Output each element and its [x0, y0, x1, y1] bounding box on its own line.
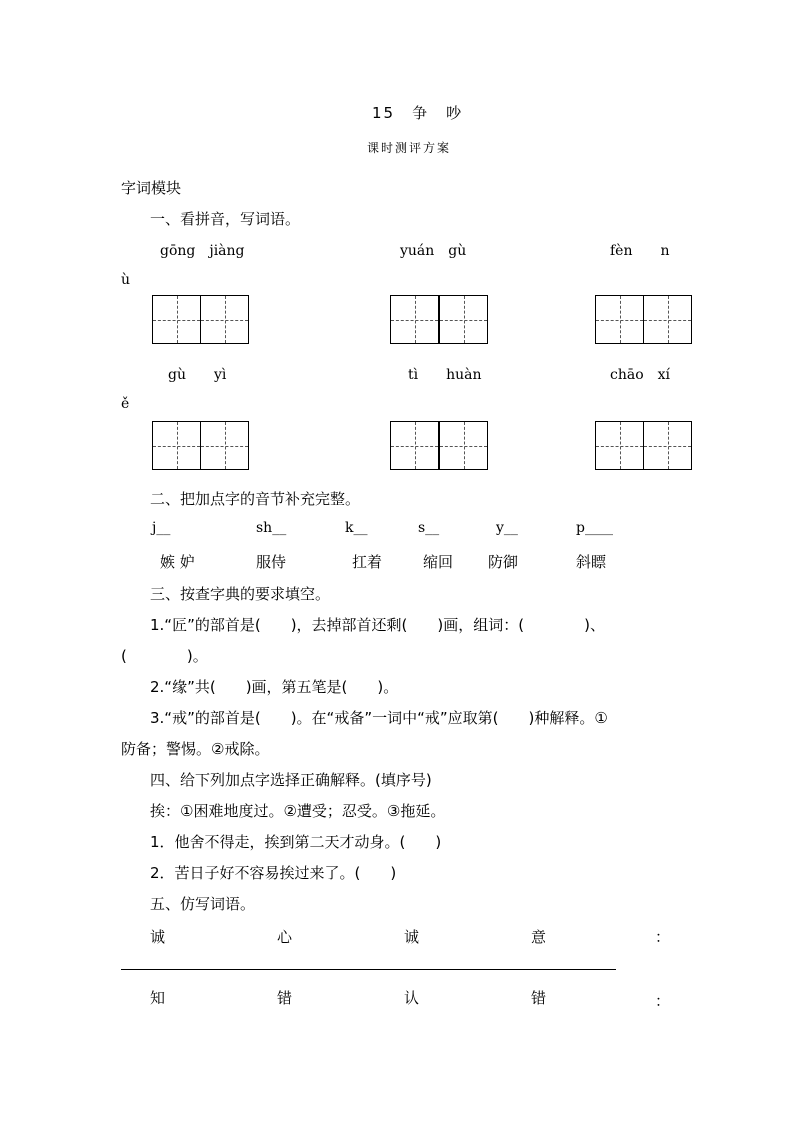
page-subtitle: 课时测评方案 [367, 141, 452, 155]
example2-char-2: 错 [277, 989, 293, 1007]
writing-grid-4[interactable] [152, 421, 249, 470]
writing-grid-3[interactable] [595, 295, 692, 344]
example2-char-1: 知 [150, 989, 166, 1007]
pinyin-chaoxi: chāo xí [610, 367, 671, 383]
pinyin-overflow-e: ě [121, 396, 130, 412]
section5-heading: 五、仿写词语。 [150, 895, 256, 913]
section1-heading: 一、看拼音，写词语。 [150, 210, 301, 228]
pinyin-tihuan: tì huàn [408, 367, 482, 383]
question-4-2: 2．苦日子好不容易挨过来了。( ) [150, 864, 397, 882]
word-suohui: 缩回 [423, 553, 454, 571]
example-char-3: 诚 [404, 928, 420, 946]
example-char-2: 心 [277, 928, 293, 946]
question-3-1-line2: ( )。 [121, 647, 208, 665]
question-3-1-line1: 1.“匠”的部首是( )，去掉部首还剩( )画，组词：( )、 [150, 616, 605, 634]
syllable-k[interactable]: k__ [345, 520, 368, 536]
example-char-4: 意 [531, 928, 547, 946]
example2-char-4: 错 [531, 989, 547, 1007]
example-colon-1: ： [655, 928, 671, 946]
word-jidu: 嫉 妒 [160, 553, 195, 571]
writing-grid-2[interactable] [390, 295, 488, 344]
question-4-1: 1．他舍不得走，挨到第二天才动身。( ) [150, 833, 442, 851]
pinyin-fennu: fèn n [610, 243, 670, 259]
answer-line-1[interactable] [121, 969, 616, 970]
writing-grid-6[interactable] [595, 421, 692, 470]
page-title: 15 争 吵 [372, 104, 464, 122]
pinyin-yuangu: yuán gù [400, 243, 467, 259]
syllable-p[interactable]: p____ [576, 520, 613, 536]
syllable-s[interactable]: s__ [418, 520, 440, 536]
writing-grid-5[interactable] [390, 421, 488, 470]
syllable-sh[interactable]: sh__ [256, 520, 287, 536]
word-kangzhe: 扛着 [352, 553, 383, 571]
writing-grid-1[interactable] [152, 295, 249, 344]
pinyin-guyi: gù yì [168, 367, 227, 383]
word-fangyu: 防御 [488, 553, 519, 571]
section4-heading: 四、给下列加点字选择正确解释。(填序号) [150, 771, 432, 789]
question-3-3-line1: 3.“戒”的部首是( )。在“戒备”一词中“戒”应取第( )种解释。① [150, 709, 608, 727]
definition-ai: 挨：①困难地度过。②遭受；忍受。③拖延。 [150, 802, 446, 820]
pinyin-overflow-u: ù [121, 272, 131, 288]
pinyin-gongjiang: gōng jiàng [160, 243, 245, 259]
question-3-2: 2.“缘”共( )画，第五笔是( )。 [150, 678, 399, 696]
example2-colon: ： [655, 992, 671, 1010]
example-char-1: 诚 [150, 928, 166, 946]
question-3-3-line2: 防备；警惕。②戒除。 [121, 740, 270, 758]
example2-char-3: 认 [404, 989, 420, 1007]
section2-heading: 二、把加点字的音节补充完整。 [150, 490, 361, 508]
section3-heading: 三、按查字典的要求填空。 [150, 585, 331, 603]
syllable-y[interactable]: y__ [496, 520, 518, 536]
word-xiepiao: 斜瞟 [576, 553, 607, 571]
module-title: 字词模块 [121, 179, 182, 197]
word-fushi: 服侍 [256, 553, 287, 571]
syllable-j[interactable]: j__ [152, 520, 171, 536]
